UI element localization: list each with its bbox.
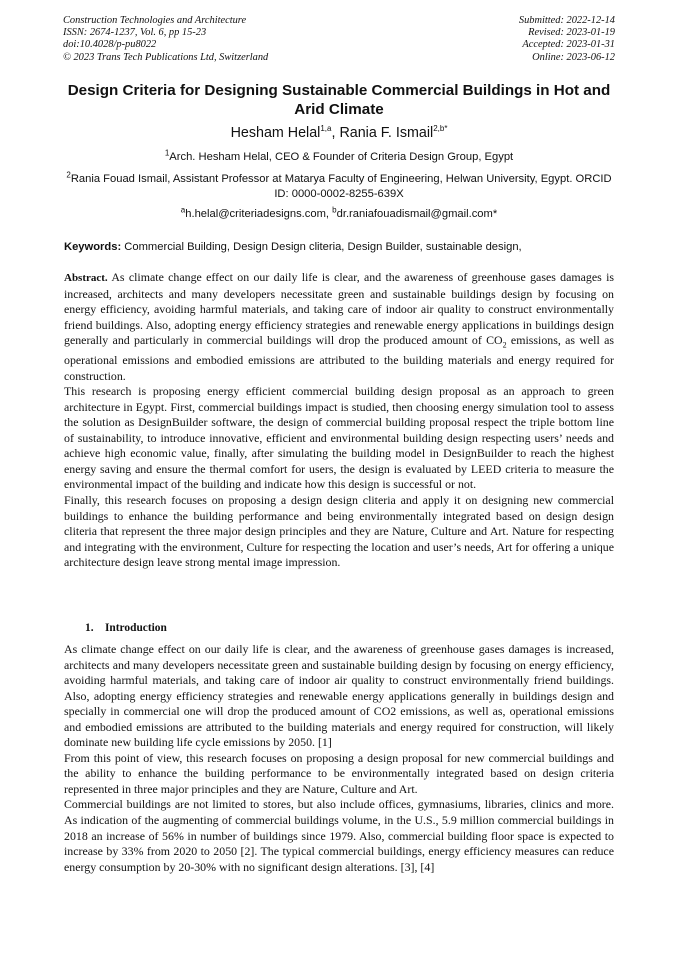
abstract bbox=[64, 270, 614, 571]
abstract-paragraph: Abstract. As climate change effect on our daily life is clear, and the awareness of greenhouse gases damages is increased, architects and many developers necessitate green and sustainable buildings design by focusing on energy efficiency, avoiding harmful materials, and taking care of indoor air quality to construct environmentally friend buildings. Also, adopting energy efficiency strategies and renewable energy applications in buildings design generally and particularly in commercial buildings will drop the produced amount of $CO_2$ emissions, as well as operational emissions and embodied emissions are attributed to the building materials and energy required for construction. bbox=[64, 270, 614, 383]
journal-name: Construction Technologies and Architecture bbox=[63, 15, 247, 26]
date-accepted: Accepted: 2023-01-31 bbox=[522, 39, 615, 51]
author-emails bbox=[60, 207, 618, 222]
email-mark: b bbox=[332, 205, 337, 215]
affiliation-text: Rania Fouad Ismail, Assistant Professor at Matarya Faculty of Engineering, Helwan University, Egypt. ORCID ID: 0000-0002-8255-639X bbox=[70, 173, 612, 200]
journal-doi: doi:10.4028/p-pu8022 bbox=[63, 39, 157, 51]
keywords-label: Keywords: bbox=[64, 241, 122, 253]
author-name: Rania F. Ismail bbox=[339, 125, 434, 141]
body-paragraph: As climate change effect on our daily life is clear, and the awareness of greenhouse gases damages is increased, architects and many developers necessitate green and sustainable building design by focusing on energy efficiency, avoiding harmful materials, and taking care of indoor air quality to construct environmentally friend buildings. Also, adopting energy efficiency strategies and renewable energy applications generally in buildings design and specially in commercial one will drop the produced amount of CO2 emissions, as well as, operational emissions and embodied emissions are attributed to the building materials and energy required for construction, will likely dominate new building life cycle emissions by 2050. [1] bbox=[64, 642, 614, 750]
journal-info bbox=[63, 15, 268, 64]
affiliation-2 bbox=[60, 172, 618, 202]
date-online: Online: 2023-06-12 bbox=[532, 51, 615, 63]
section-number: 1. bbox=[85, 622, 94, 634]
journal-issn: ISSN: 2674-1237, Vol. 6, pp 15-23 bbox=[63, 27, 207, 39]
email-link[interactable]: dr.raniafouadismail@gmail.com* bbox=[336, 208, 498, 220]
abstract-label: Abstract. bbox=[64, 272, 108, 284]
section-title: Introduction bbox=[105, 622, 167, 634]
date-revised: Revised: 2023-01-19 bbox=[528, 27, 615, 39]
affiliation-mark: 2 bbox=[66, 170, 71, 180]
affiliation-mark: 1 bbox=[164, 148, 170, 158]
affiliation-1 bbox=[60, 150, 618, 165]
abstract-paragraph: This research is proposing energy efficient commercial building design proposal as an approach to green architecture in Egypt. First, commercial buildings impact is studied, then choosing energy simulation tool to assess the solution as DesignBuilder software, the design of commercial building proposal respect the triple bottom line of sustainability, to introduce innovative, efficient and environmental building design respecting users’ needs and achieve high economic value, finally, after simulating the building model in DesignBuilder to reach the highest energy saving and ensure the thermal comfort for users, the design is evaluated by LEED criteria to measure the environmental impact of the building and indicate how this design is successful or not. bbox=[64, 384, 614, 492]
body-paragraph: Commercial buildings are not limited to stores, but also include offices, gymnasiums, libraries, clinics and more. As indication of the augmenting of commercial buildings volume, in the U.S., 5.9 million commercial buildings in 2018 an increase of 56% in number of buildings since 1979. Also, commercial building floor space is expected to increase by 33% from 2020 to 2050 [2]. The typical commercial buildings, energy efficiency measures can reduce energy consumption by 20-30% with no significant design alterations. [3], [4] bbox=[64, 797, 614, 874]
introduction-body bbox=[64, 642, 614, 875]
affiliation-text: Arch. Hesham Helal, CEO & Founder of Criteria Design Group, Egypt bbox=[169, 151, 514, 163]
body-paragraph: From this point of view, this research focuses on proposing a design proposal for new commercial buildings and the ability to enhance the building performance to be environmentally integrated based on design criteria represented in three major principles and they are Nature, Culture and Art. bbox=[64, 750, 614, 796]
journal-copyright: © 2023 Trans Tech Publications Ltd, Switzerland bbox=[63, 51, 269, 63]
date-submitted: Submitted: 2022-12-14 bbox=[518, 15, 615, 26]
email-mark: a bbox=[180, 205, 186, 215]
keywords bbox=[64, 240, 616, 254]
email-link[interactable]: h.helal@criteriadesigns.com, bbox=[185, 208, 333, 220]
keywords-text: Commercial Building, Design Design cliteria, Design Builder, sustainable design, bbox=[121, 241, 522, 253]
author-name: Hesham Helal bbox=[230, 125, 321, 141]
author-separator: , bbox=[331, 125, 340, 141]
paper-title: Design Criteria for Designing Sustainable Commercial Buildings in Hot and Arid Climate bbox=[67, 82, 611, 118]
section-heading bbox=[85, 621, 167, 635]
author-affiliation-mark: 2,b* bbox=[433, 124, 448, 134]
author-list bbox=[40, 125, 638, 142]
submission-dates bbox=[519, 15, 615, 64]
author-affiliation-mark: 1,a bbox=[320, 124, 332, 134]
abstract-paragraph: Finally, this research focuses on proposing a design design cliteria and apply it on designing new commercial buildings to enhance the building performance and being environmentally integrated based on design design cliteria that represent the three major design principles and they are Nature, Culture and Art. Nature for respecting and integrating with the environment, Culture for respecting the location and user’s needs, Art for offering a unique architecture design leave strong mental image impression. bbox=[64, 493, 614, 570]
